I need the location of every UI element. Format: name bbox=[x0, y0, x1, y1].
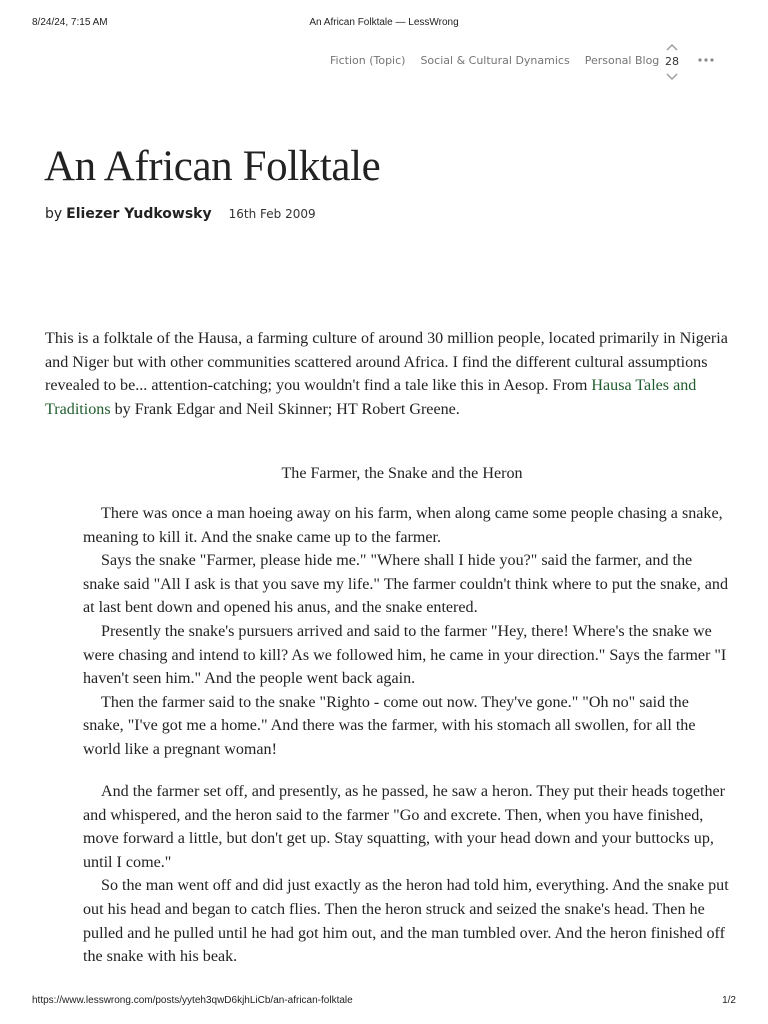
tag-list bbox=[330, 54, 659, 67]
story-section-2 bbox=[83, 780, 731, 969]
tag-social-cultural-dynamics[interactable]: Social & Cultural Dynamics bbox=[420, 54, 570, 67]
post-title: An African Folktale bbox=[44, 143, 381, 190]
story-paragraph: And the farmer set off, and presently, as he passed, he saw a heron. They put their heads together and whispered, and the heron said to the farmer "Go and excrete. Then, when you have finished, move forward a little, but don't get up. Stay squatting, with your head down and your buttocks up, until I come." bbox=[83, 783, 726, 871]
story-paragraph: Says the snake "Farmer, please hide me." "Where shall I hide you?" said the farmer, and the snake said "All I ask is that you save my life." The farmer couldn't think where to put the snake, and at last bent down and opened his anus, and the snake entered. bbox=[83, 552, 729, 617]
print-page-number: 1/2 bbox=[722, 995, 736, 1006]
byline bbox=[45, 206, 316, 222]
post-date: 16th Feb 2009 bbox=[228, 207, 316, 221]
hausa-tales-link[interactable]: Hausa Tales and Traditions bbox=[45, 377, 697, 418]
tag-fiction[interactable]: Fiction (Topic) bbox=[330, 54, 406, 67]
author-link[interactable]: Eliezer Yudkowsky bbox=[66, 206, 212, 222]
ellipsis-icon[interactable] bbox=[697, 53, 715, 67]
print-datetime: 8/24/24, 7:15 AM bbox=[32, 17, 108, 28]
chevron-down-icon[interactable] bbox=[665, 72, 679, 82]
byline-prefix: by bbox=[45, 206, 63, 222]
print-header bbox=[32, 17, 736, 31]
tag-personal-blog[interactable]: Personal Blog bbox=[584, 54, 660, 67]
story-paragraph: Presently the snake's pursuers arrived and said to the farmer "Hey, there! Where's the snake we were chasing and intend to kill? As we followed him, he came in your direction." Says the farmer "I haven't seen him." And the people went back again. bbox=[83, 622, 727, 688]
print-page-title: An African Folktale — LessWrong bbox=[309, 17, 459, 28]
story-paragraph: Then the farmer said to the snake "Righto - come out now. They've gone." "Oh no" said the snake, "I've got me a home." And there was the farmer, with his stomach all swollen, for all the world like a pregnant woman! bbox=[83, 693, 696, 758]
vote-widget bbox=[660, 42, 684, 84]
chevron-up-icon[interactable] bbox=[665, 42, 679, 52]
print-footer bbox=[32, 995, 736, 1009]
karma-score: 28 bbox=[665, 55, 679, 68]
intro-text-after: by Frank Edgar and Neil Skinner; HT Robert Greene. bbox=[110, 400, 460, 418]
story-paragraph: There was once a man hoeing away on his farm, when along came some people chasing a snake, meaning to kill it. And the snake came up to the farmer. bbox=[83, 505, 723, 546]
print-url: https://www.lesswrong.com/posts/yyteh3qwD6kjhLiCb/an-african-folktale bbox=[32, 995, 353, 1006]
story-title: The Farmer, the Snake and the Heron bbox=[281, 465, 523, 482]
story-section-1 bbox=[83, 502, 731, 762]
intro-text-before: This is a folktale of the Hausa, a farming culture of around 30 million people, located primarily in Nigeria and Niger but with other communities scattered around Africa. I find the different cultural assumptions revealed to be... attention-catching; you wouldn't find a tale like this in Aesop. From bbox=[45, 330, 728, 395]
story-paragraph: So the man went off and did just exactly as the heron had told him, everything. And the snake put out his head and began to catch flies. Then the heron struck and seized the snake's head. Then he pulled and he pulled until he had got him out, and the man tumbled over. And the heron finished off the snake with his beak. bbox=[83, 877, 729, 966]
intro-paragraph bbox=[45, 327, 735, 421]
